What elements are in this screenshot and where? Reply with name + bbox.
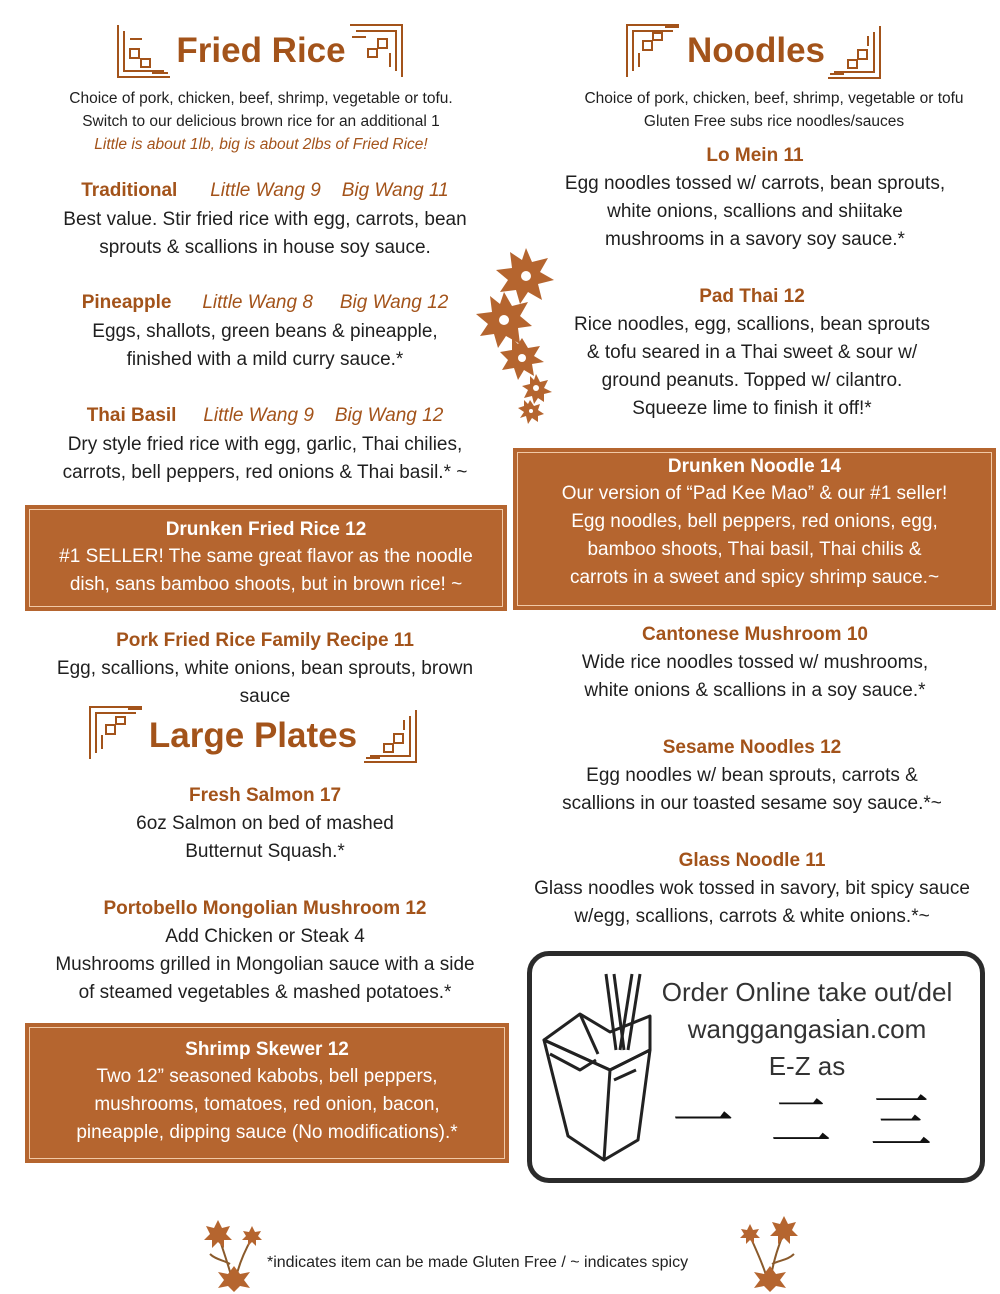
item-desc: & tofu seared in a Thai sweet & sour w/ <box>586 342 918 363</box>
item-desc: finished with a mild curry sauce.* <box>126 349 404 370</box>
featured-title: Drunken Fried Rice 12 <box>165 519 367 540</box>
item-desc: Mushrooms grilled in Mongolian sauce with a side <box>55 954 475 975</box>
featured-title: Shrimp Skewer 12 <box>185 1039 349 1060</box>
order-line: Order Online take out/del <box>661 977 953 1007</box>
featured-desc: Egg noodles, bell peppers, red onions, egg, <box>571 511 938 532</box>
menu-item-portobello <box>20 895 510 1007</box>
item-price-little: Little Wang 9 <box>203 405 314 426</box>
right-corner-ornament <box>362 708 420 764</box>
item-desc: Glass noodles wok tossed in savory, bit spicy sauce <box>534 878 970 899</box>
item-desc: Egg, scallions, white onions, bean sprouts, brown <box>56 658 474 679</box>
numeral-one: 一 <box>672 1085 735 1158</box>
left-corner-ornament <box>625 23 683 79</box>
flower-branch-decoration <box>204 1214 264 1292</box>
order-line: E-Z as <box>768 1051 846 1081</box>
menu-item-sesame-noodles <box>507 734 997 818</box>
order-text <box>642 974 972 1085</box>
item-name: Sesame Noodles 12 <box>662 737 842 758</box>
menu-item-pineapple <box>20 289 510 374</box>
item-desc: sauce <box>239 686 291 707</box>
item-name: Fresh Salmon 17 <box>188 785 342 806</box>
item-desc: Squeeze lime to finish it off!* <box>632 398 872 419</box>
item-desc: Butternut Squash.* <box>185 841 345 862</box>
item-desc: of steamed vegetables & mashed potatoes.* <box>78 982 452 1003</box>
featured-desc: mushrooms, tomatoes, red onion, bacon, <box>94 1094 440 1115</box>
item-desc: Rice noodles, egg, scallions, bean sprouts <box>574 314 930 335</box>
featured-desc: dish, sans bamboo shoots, but in brown rice! ~ <box>69 574 463 595</box>
menu-item-pork-family-recipe <box>20 627 510 711</box>
left-corner-ornament <box>114 23 172 79</box>
menu-item-lo-mein <box>510 142 1000 254</box>
item-price-big: Big Wang 12 <box>334 405 444 426</box>
item-price-big: Big Wang 12 <box>339 292 449 313</box>
menu-item-fresh-salmon <box>20 782 510 866</box>
item-desc: Egg noodles w/ bean sprouts, carrots & <box>586 765 918 786</box>
website-link[interactable]: wanggangasian.com <box>687 1014 927 1044</box>
item-name: Pad Thai 12 <box>699 286 805 307</box>
item-name: Lo Mein 11 <box>706 145 804 166</box>
intro-line: Gluten Free subs rice noodles/sauces <box>643 113 905 130</box>
featured-desc: Two 12” seasoned kabobs, bell peppers, <box>96 1066 438 1087</box>
intro-line: Switch to our delicious brown rice for an additional 1 <box>82 113 440 130</box>
menu-item-pad-thai <box>507 283 997 423</box>
item-desc: carrots, bell peppers, red onions & Thai basil.* ~ <box>62 462 468 483</box>
noodles-heading: Noodles <box>686 31 826 70</box>
item-desc: 6oz Salmon on bed of mashed <box>136 813 394 834</box>
item-name: Cantonese Mushroom 10 <box>642 624 868 645</box>
item-name: Glass Noodle 11 <box>678 850 826 871</box>
featured-desc: Our version of “Pad Kee Mao” & our #1 seller! <box>561 483 948 504</box>
featured-desc: #1 SELLER! The same great flavor as the noodle <box>59 546 473 567</box>
featured-drunken-fried-rice <box>25 505 507 611</box>
item-desc: scallions in our toasted sesame soy sauce.*~ <box>562 793 942 814</box>
item-name: Pineapple <box>81 292 172 313</box>
item-price-little: Little Wang 8 <box>202 292 313 313</box>
menu-item-glass-noodle <box>507 847 997 931</box>
item-desc: white onions & scallions in a soy sauce.* <box>584 680 926 701</box>
item-desc: white onions, scallions and shiitake <box>607 201 903 222</box>
numeral-three: 三 <box>870 1085 933 1158</box>
item-desc: Wide rice noodles tossed w/ mushrooms, <box>581 652 929 673</box>
order-online-box <box>527 951 985 1183</box>
item-price-big: Big Wang 11 <box>341 180 449 201</box>
item-desc: Dry style fried rice with egg, garlic, Thai chilies, <box>67 434 463 455</box>
item-name: Traditional <box>81 180 178 201</box>
featured-desc: bamboo shoots, Thai basil, Thai chilis & <box>587 539 922 560</box>
menu-item-traditional <box>20 177 510 262</box>
noodles-intro <box>530 87 1000 133</box>
flower-branch-decoration <box>740 1210 800 1292</box>
featured-shrimp-skewer <box>25 1023 509 1163</box>
featured-desc: carrots in a sweet and spicy shrimp sauce.~ <box>569 567 940 588</box>
size-note: Little is about 1lb, big is about 2lbs of Fried Rice! <box>94 136 428 153</box>
item-name: Thai Basil <box>86 405 177 426</box>
item-desc: Best value. Stir fried rice with egg, carrots, bean <box>63 209 467 230</box>
numeral-two: 二 <box>770 1085 833 1158</box>
item-price-little: Little Wang 9 <box>210 180 321 201</box>
item-desc: sprouts & scallions in house soy sauce. <box>99 237 431 258</box>
intro-line: Choice of pork, chicken, beef, shrimp, vegetable or tofu <box>584 90 964 107</box>
featured-title: Drunken Noodle 14 <box>667 456 842 477</box>
menu-item-thai-basil <box>20 402 510 487</box>
footer-note: *indicates item can be made Gluten Free / ~ indicates spicy <box>267 1254 689 1271</box>
item-desc: ground peanuts. Topped w/ cilantro. <box>601 370 903 391</box>
item-name: Portobello Mongolian Mushroom 12 <box>103 898 427 919</box>
left-corner-ornament <box>88 705 146 761</box>
item-desc: w/egg, scallions, carrots & white onions.*~ <box>574 906 930 927</box>
fried-rice-intro <box>20 87 502 156</box>
item-desc: Eggs, shallots, green beans & pineapple, <box>92 321 438 342</box>
item-desc: mushrooms in a savory soy sauce.* <box>605 229 905 250</box>
right-corner-ornament <box>826 24 884 80</box>
item-desc: Add Chicken or Steak 4 <box>165 926 365 947</box>
menu-item-cantonese-mushroom <box>510 621 1000 705</box>
flower-decoration <box>474 244 558 424</box>
large-plates-heading: Large Plates <box>148 716 358 755</box>
right-corner-ornament <box>348 23 406 79</box>
item-name: Pork Fried Rice Family Recipe 11 <box>116 630 414 651</box>
item-desc: Egg noodles tossed w/ carrots, bean sprouts, <box>564 173 946 194</box>
intro-line: Choice of pork, chicken, beef, shrimp, vegetable or tofu. <box>69 90 453 107</box>
featured-drunken-noodle <box>513 448 996 610</box>
featured-desc: pineapple, dipping sauce (No modifications).* <box>76 1122 458 1143</box>
fried-rice-heading: Fried Rice <box>176 31 346 70</box>
